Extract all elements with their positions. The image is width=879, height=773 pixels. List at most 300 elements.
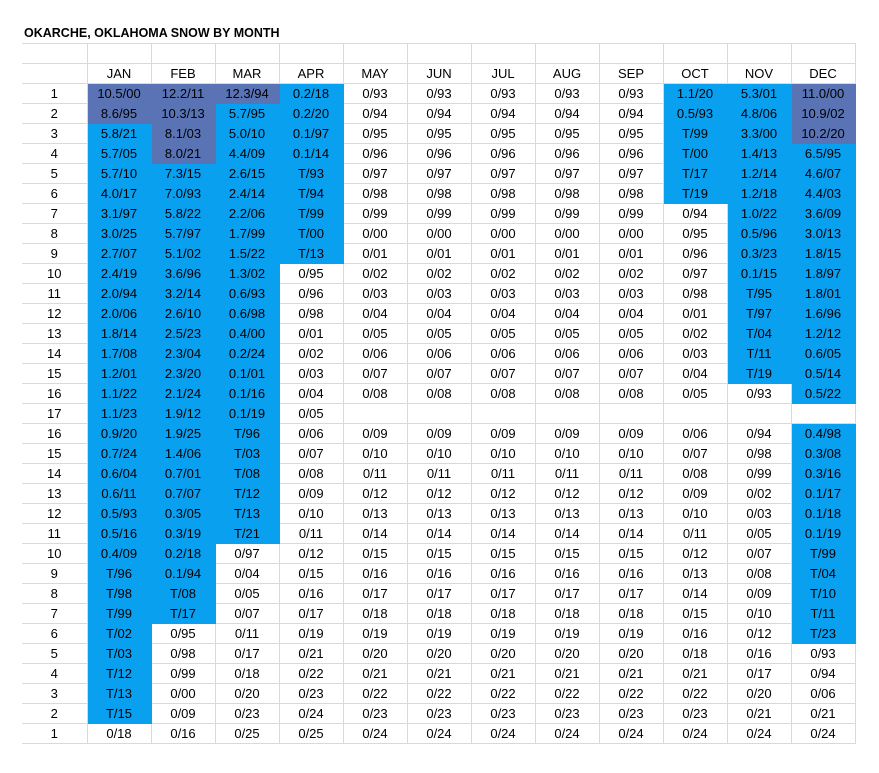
value-cell-jun[interactable]: 0/18 (407, 604, 471, 624)
value-cell-jul[interactable]: 0/16 (471, 564, 535, 584)
value-cell-may[interactable]: 0/04 (343, 304, 407, 324)
value-cell-nov[interactable]: 1.2/14 (727, 164, 791, 184)
value-cell-aug[interactable]: 0/98 (535, 184, 599, 204)
value-cell-apr[interactable]: 0.1/14 (279, 144, 343, 164)
value-cell-jun[interactable]: 0/09 (407, 424, 471, 444)
value-cell-dec[interactable]: 0.1/19 (791, 524, 855, 544)
value-cell-aug[interactable] (535, 404, 599, 424)
value-cell-dec[interactable]: 0.6/05 (791, 344, 855, 364)
rank-cell[interactable]: 12 (22, 504, 87, 524)
value-cell-aug[interactable]: 0/10 (535, 444, 599, 464)
value-cell-nov[interactable]: 0/09 (727, 584, 791, 604)
value-cell-sep[interactable]: 0/20 (599, 644, 663, 664)
value-cell-may[interactable]: 0/17 (343, 584, 407, 604)
value-cell-mar[interactable]: 1.3/02 (215, 264, 279, 284)
value-cell-nov[interactable]: 0/20 (727, 684, 791, 704)
value-cell-may[interactable]: 0/11 (343, 464, 407, 484)
value-cell-mar[interactable]: 0.2/24 (215, 344, 279, 364)
rank-cell[interactable]: 1 (22, 724, 87, 744)
value-cell-feb[interactable]: 2.3/20 (151, 364, 215, 384)
value-cell-apr[interactable]: T/13 (279, 244, 343, 264)
value-cell-jun[interactable]: 0/06 (407, 344, 471, 364)
month-header-jul[interactable]: JUL (471, 64, 535, 84)
value-cell-jun[interactable]: 0/02 (407, 264, 471, 284)
value-cell-aug[interactable]: 0/96 (535, 144, 599, 164)
value-cell-jan[interactable]: 0.7/24 (87, 444, 151, 464)
value-cell-feb[interactable]: 0/95 (151, 624, 215, 644)
value-cell-jan[interactable]: 2.0/94 (87, 284, 151, 304)
cell[interactable] (599, 24, 663, 44)
value-cell-feb[interactable]: 10.3/13 (151, 104, 215, 124)
value-cell-feb[interactable]: 2.3/04 (151, 344, 215, 364)
value-cell-sep[interactable]: 0/14 (599, 524, 663, 544)
value-cell-feb[interactable]: T/17 (151, 604, 215, 624)
value-cell-feb[interactable]: 0/99 (151, 664, 215, 684)
value-cell-nov[interactable]: 0/98 (727, 444, 791, 464)
value-cell-jul[interactable]: 0/09 (471, 424, 535, 444)
value-cell-oct[interactable]: 0/03 (663, 344, 727, 364)
value-cell-may[interactable]: 0/95 (343, 124, 407, 144)
rank-cell[interactable]: 6 (22, 624, 87, 644)
value-cell-oct[interactable]: T/19 (663, 184, 727, 204)
value-cell-dec[interactable]: 1.6/96 (791, 304, 855, 324)
cell[interactable] (343, 44, 407, 64)
value-cell-may[interactable]: 0/13 (343, 504, 407, 524)
cell[interactable] (215, 44, 279, 64)
value-cell-oct[interactable] (663, 404, 727, 424)
value-cell-jan[interactable]: 5.7/05 (87, 144, 151, 164)
value-cell-sep[interactable]: 0/93 (599, 84, 663, 104)
rank-cell[interactable]: 11 (22, 284, 87, 304)
value-cell-jun[interactable]: 0/04 (407, 304, 471, 324)
value-cell-feb[interactable]: 1.4/06 (151, 444, 215, 464)
value-cell-sep[interactable]: 0/11 (599, 464, 663, 484)
value-cell-feb[interactable]: 3.2/14 (151, 284, 215, 304)
value-cell-apr[interactable]: 0.2/20 (279, 104, 343, 124)
value-cell-nov[interactable]: 0/93 (727, 384, 791, 404)
value-cell-aug[interactable]: 0/93 (535, 84, 599, 104)
value-cell-jul[interactable]: 0/00 (471, 224, 535, 244)
value-cell-jun[interactable]: 0/14 (407, 524, 471, 544)
value-cell-nov[interactable]: 1.4/13 (727, 144, 791, 164)
value-cell-apr[interactable]: 0/12 (279, 544, 343, 564)
value-cell-jul[interactable]: 0/17 (471, 584, 535, 604)
value-cell-mar[interactable]: 0/20 (215, 684, 279, 704)
value-cell-may[interactable]: 0/07 (343, 364, 407, 384)
value-cell-jun[interactable]: 0/96 (407, 144, 471, 164)
value-cell-may[interactable]: 0/06 (343, 344, 407, 364)
cell[interactable] (535, 24, 599, 44)
cell[interactable] (407, 24, 471, 44)
cell[interactable] (727, 44, 791, 64)
rank-cell[interactable]: 4 (22, 144, 87, 164)
value-cell-nov[interactable]: 0/94 (727, 424, 791, 444)
value-cell-nov[interactable]: 0/17 (727, 664, 791, 684)
value-cell-jun[interactable]: 0/07 (407, 364, 471, 384)
value-cell-apr[interactable]: 0.1/97 (279, 124, 343, 144)
value-cell-jun[interactable]: 0/15 (407, 544, 471, 564)
value-cell-aug[interactable]: 0/19 (535, 624, 599, 644)
value-cell-sep[interactable]: 0/21 (599, 664, 663, 684)
value-cell-aug[interactable]: 0/05 (535, 324, 599, 344)
value-cell-feb[interactable]: 0/98 (151, 644, 215, 664)
rank-cell[interactable]: 2 (22, 704, 87, 724)
value-cell-feb[interactable]: 5.7/97 (151, 224, 215, 244)
value-cell-feb[interactable]: 0.7/01 (151, 464, 215, 484)
value-cell-aug[interactable]: 0/18 (535, 604, 599, 624)
value-cell-nov[interactable]: T/95 (727, 284, 791, 304)
value-cell-aug[interactable]: 0/21 (535, 664, 599, 684)
value-cell-may[interactable]: 0/18 (343, 604, 407, 624)
value-cell-jul[interactable]: 0/93 (471, 84, 535, 104)
value-cell-may[interactable]: 0/12 (343, 484, 407, 504)
value-cell-jul[interactable] (471, 404, 535, 424)
value-cell-dec[interactable]: 0.5/14 (791, 364, 855, 384)
rank-cell[interactable]: 4 (22, 664, 87, 684)
value-cell-aug[interactable]: 0/99 (535, 204, 599, 224)
value-cell-may[interactable]: 0/93 (343, 84, 407, 104)
value-cell-sep[interactable]: 0/17 (599, 584, 663, 604)
value-cell-dec[interactable]: T/04 (791, 564, 855, 584)
value-cell-oct[interactable]: 0/23 (663, 704, 727, 724)
value-cell-feb[interactable]: 1.9/12 (151, 404, 215, 424)
rank-cell[interactable]: 15 (22, 444, 87, 464)
value-cell-jan[interactable]: T/15 (87, 704, 151, 724)
value-cell-nov[interactable]: 0/99 (727, 464, 791, 484)
value-cell-aug[interactable]: 0/00 (535, 224, 599, 244)
value-cell-nov[interactable]: 0/05 (727, 524, 791, 544)
value-cell-apr[interactable]: T/93 (279, 164, 343, 184)
value-cell-jun[interactable]: 0/99 (407, 204, 471, 224)
value-cell-jul[interactable]: 0/20 (471, 644, 535, 664)
value-cell-jan[interactable]: 0.9/20 (87, 424, 151, 444)
value-cell-jun[interactable]: 0/10 (407, 444, 471, 464)
value-cell-oct[interactable]: 0/05 (663, 384, 727, 404)
value-cell-nov[interactable]: 0/16 (727, 644, 791, 664)
value-cell-aug[interactable]: 0/17 (535, 584, 599, 604)
value-cell-may[interactable]: 0/97 (343, 164, 407, 184)
value-cell-dec[interactable]: 3.0/13 (791, 224, 855, 244)
value-cell-sep[interactable]: 0/10 (599, 444, 663, 464)
value-cell-oct[interactable]: 0/09 (663, 484, 727, 504)
value-cell-dec[interactable]: 0/06 (791, 684, 855, 704)
value-cell-aug[interactable]: 0/14 (535, 524, 599, 544)
value-cell-jun[interactable]: 0/93 (407, 84, 471, 104)
value-cell-feb[interactable]: 0/16 (151, 724, 215, 744)
value-cell-sep[interactable]: 0/99 (599, 204, 663, 224)
value-cell-jan[interactable]: 0.5/93 (87, 504, 151, 524)
value-cell-jan[interactable]: 2.0/06 (87, 304, 151, 324)
value-cell-aug[interactable]: 0/09 (535, 424, 599, 444)
value-cell-mar[interactable]: T/12 (215, 484, 279, 504)
value-cell-dec[interactable]: 1.8/01 (791, 284, 855, 304)
value-cell-apr[interactable]: 0/09 (279, 484, 343, 504)
value-cell-jul[interactable]: 0/12 (471, 484, 535, 504)
month-header-jun[interactable]: JUN (407, 64, 471, 84)
value-cell-apr[interactable]: 0/98 (279, 304, 343, 324)
value-cell-aug[interactable]: 0/97 (535, 164, 599, 184)
value-cell-oct[interactable]: 0/08 (663, 464, 727, 484)
value-cell-jan[interactable]: 0.6/04 (87, 464, 151, 484)
month-header-feb[interactable]: FEB (151, 64, 215, 84)
value-cell-dec[interactable]: T/23 (791, 624, 855, 644)
month-header-nov[interactable]: NOV (727, 64, 791, 84)
value-cell-feb[interactable]: 2.1/24 (151, 384, 215, 404)
value-cell-may[interactable]: 0/98 (343, 184, 407, 204)
value-cell-aug[interactable]: 0/15 (535, 544, 599, 564)
value-cell-jun[interactable]: 0/97 (407, 164, 471, 184)
value-cell-jun[interactable]: 0/12 (407, 484, 471, 504)
value-cell-apr[interactable]: 0/02 (279, 344, 343, 364)
value-cell-jan[interactable]: 2.7/07 (87, 244, 151, 264)
value-cell-dec[interactable]: 0.3/16 (791, 464, 855, 484)
value-cell-aug[interactable]: 0/02 (535, 264, 599, 284)
value-cell-sep[interactable]: 0/23 (599, 704, 663, 724)
value-cell-sep[interactable]: 0/18 (599, 604, 663, 624)
value-cell-jun[interactable]: 0/05 (407, 324, 471, 344)
value-cell-mar[interactable]: 0.1/16 (215, 384, 279, 404)
value-cell-jun[interactable]: 0/16 (407, 564, 471, 584)
cell[interactable] (151, 44, 215, 64)
value-cell-feb[interactable]: 0.2/18 (151, 544, 215, 564)
value-cell-jan[interactable]: 5.7/10 (87, 164, 151, 184)
value-cell-nov[interactable]: 0/12 (727, 624, 791, 644)
value-cell-jan[interactable]: 2.4/19 (87, 264, 151, 284)
value-cell-may[interactable]: 0/05 (343, 324, 407, 344)
value-cell-mar[interactable]: T/03 (215, 444, 279, 464)
value-cell-feb[interactable]: T/08 (151, 584, 215, 604)
value-cell-jun[interactable]: 0/01 (407, 244, 471, 264)
value-cell-may[interactable] (343, 404, 407, 424)
rank-cell[interactable]: 11 (22, 524, 87, 544)
value-cell-jul[interactable]: 0/98 (471, 184, 535, 204)
value-cell-apr[interactable]: 0/04 (279, 384, 343, 404)
rank-cell[interactable]: 15 (22, 364, 87, 384)
value-cell-oct[interactable]: 0/95 (663, 224, 727, 244)
value-cell-jul[interactable]: 0/97 (471, 164, 535, 184)
value-cell-jul[interactable]: 0/04 (471, 304, 535, 324)
value-cell-jul[interactable]: 0/06 (471, 344, 535, 364)
value-cell-may[interactable]: 0/14 (343, 524, 407, 544)
value-cell-feb[interactable]: 8.1/03 (151, 124, 215, 144)
value-cell-jan[interactable]: 4.0/17 (87, 184, 151, 204)
value-cell-sep[interactable]: 0/06 (599, 344, 663, 364)
value-cell-mar[interactable]: 12.3/94 (215, 84, 279, 104)
value-cell-apr[interactable]: 0/96 (279, 284, 343, 304)
rank-cell[interactable]: 17 (22, 404, 87, 424)
value-cell-mar[interactable]: 2.4/14 (215, 184, 279, 204)
value-cell-jul[interactable]: 0/01 (471, 244, 535, 264)
value-cell-nov[interactable]: 5.3/01 (727, 84, 791, 104)
value-cell-aug[interactable]: 0/24 (535, 724, 599, 744)
value-cell-jul[interactable]: 0/18 (471, 604, 535, 624)
value-cell-jul[interactable]: 0/94 (471, 104, 535, 124)
rank-cell[interactable]: 10 (22, 264, 87, 284)
value-cell-aug[interactable]: 0/08 (535, 384, 599, 404)
rank-cell[interactable]: 16 (22, 424, 87, 444)
value-cell-sep[interactable]: 0/03 (599, 284, 663, 304)
value-cell-apr[interactable]: 0/08 (279, 464, 343, 484)
value-cell-jul[interactable]: 0/22 (471, 684, 535, 704)
value-cell-sep[interactable]: 0/98 (599, 184, 663, 204)
value-cell-sep[interactable]: 0/07 (599, 364, 663, 384)
value-cell-jan[interactable]: 0/18 (87, 724, 151, 744)
value-cell-mar[interactable]: T/21 (215, 524, 279, 544)
value-cell-feb[interactable]: 0.3/05 (151, 504, 215, 524)
value-cell-aug[interactable]: 0/11 (535, 464, 599, 484)
value-cell-mar[interactable]: 2.2/06 (215, 204, 279, 224)
value-cell-oct[interactable]: 0/15 (663, 604, 727, 624)
month-header-oct[interactable]: OCT (663, 64, 727, 84)
value-cell-jan[interactable]: 8.6/95 (87, 104, 151, 124)
value-cell-oct[interactable]: 0.5/93 (663, 104, 727, 124)
value-cell-feb[interactable]: 5.8/22 (151, 204, 215, 224)
value-cell-apr[interactable]: 0/23 (279, 684, 343, 704)
value-cell-jul[interactable]: 0/99 (471, 204, 535, 224)
value-cell-feb[interactable]: 5.1/02 (151, 244, 215, 264)
value-cell-oct[interactable]: 0/22 (663, 684, 727, 704)
value-cell-sep[interactable]: 0/24 (599, 724, 663, 744)
value-cell-feb[interactable]: 0.7/07 (151, 484, 215, 504)
value-cell-aug[interactable]: 0/03 (535, 284, 599, 304)
value-cell-jul[interactable]: 0/14 (471, 524, 535, 544)
rank-cell[interactable]: 7 (22, 604, 87, 624)
value-cell-dec[interactable]: T/10 (791, 584, 855, 604)
value-cell-nov[interactable]: 3.3/00 (727, 124, 791, 144)
value-cell-sep[interactable] (599, 404, 663, 424)
value-cell-jan[interactable]: T/03 (87, 644, 151, 664)
value-cell-may[interactable]: 0/00 (343, 224, 407, 244)
value-cell-jul[interactable]: 0/03 (471, 284, 535, 304)
value-cell-nov[interactable] (727, 404, 791, 424)
value-cell-apr[interactable]: 0/03 (279, 364, 343, 384)
value-cell-oct[interactable]: 0/14 (663, 584, 727, 604)
value-cell-jan[interactable]: T/99 (87, 604, 151, 624)
value-cell-nov[interactable]: 0/10 (727, 604, 791, 624)
value-cell-oct[interactable]: 0/97 (663, 264, 727, 284)
value-cell-feb[interactable]: 0.1/94 (151, 564, 215, 584)
value-cell-may[interactable]: 0/99 (343, 204, 407, 224)
value-cell-jun[interactable]: 0/94 (407, 104, 471, 124)
value-cell-may[interactable]: 0/15 (343, 544, 407, 564)
value-cell-jul[interactable]: 0/96 (471, 144, 535, 164)
value-cell-nov[interactable]: T/04 (727, 324, 791, 344)
value-cell-apr[interactable]: 0/06 (279, 424, 343, 444)
value-cell-mar[interactable]: 0/25 (215, 724, 279, 744)
value-cell-jul[interactable]: 0/15 (471, 544, 535, 564)
value-cell-oct[interactable]: 1.1/20 (663, 84, 727, 104)
month-header-aug[interactable]: AUG (535, 64, 599, 84)
value-cell-aug[interactable]: 0/07 (535, 364, 599, 384)
value-cell-mar[interactable]: 0/04 (215, 564, 279, 584)
value-cell-nov[interactable]: 0/08 (727, 564, 791, 584)
cell[interactable] (535, 44, 599, 64)
value-cell-dec[interactable]: 0/94 (791, 664, 855, 684)
value-cell-jun[interactable]: 0/17 (407, 584, 471, 604)
value-cell-mar[interactable]: T/13 (215, 504, 279, 524)
value-cell-feb[interactable]: 0/00 (151, 684, 215, 704)
value-cell-may[interactable]: 0/24 (343, 724, 407, 744)
value-cell-apr[interactable]: 0/05 (279, 404, 343, 424)
value-cell-jul[interactable]: 0/23 (471, 704, 535, 724)
cell[interactable] (791, 44, 855, 64)
value-cell-jun[interactable] (407, 404, 471, 424)
value-cell-feb[interactable]: 3.6/96 (151, 264, 215, 284)
value-cell-dec[interactable]: 10.9/02 (791, 104, 855, 124)
value-cell-apr[interactable]: 0/01 (279, 324, 343, 344)
value-cell-nov[interactable]: T/11 (727, 344, 791, 364)
rank-cell[interactable]: 8 (22, 224, 87, 244)
value-cell-oct[interactable]: 0/24 (663, 724, 727, 744)
value-cell-sep[interactable]: 0/19 (599, 624, 663, 644)
value-cell-sep[interactable]: 0/12 (599, 484, 663, 504)
value-cell-oct[interactable]: 0/10 (663, 504, 727, 524)
value-cell-jan[interactable]: 1.1/22 (87, 384, 151, 404)
month-header-apr[interactable]: APR (279, 64, 343, 84)
value-cell-nov[interactable]: 0/02 (727, 484, 791, 504)
value-cell-aug[interactable]: 0/04 (535, 304, 599, 324)
value-cell-oct[interactable]: T/00 (663, 144, 727, 164)
value-cell-jan[interactable]: 5.8/21 (87, 124, 151, 144)
cell[interactable] (599, 44, 663, 64)
cell[interactable] (343, 24, 407, 44)
value-cell-apr[interactable]: 0/22 (279, 664, 343, 684)
rank-cell[interactable]: 10 (22, 544, 87, 564)
value-cell-apr[interactable]: 0/15 (279, 564, 343, 584)
value-cell-jan[interactable]: T/12 (87, 664, 151, 684)
value-cell-mar[interactable]: 2.6/15 (215, 164, 279, 184)
cell[interactable] (22, 64, 87, 84)
value-cell-sep[interactable]: 0/16 (599, 564, 663, 584)
value-cell-jun[interactable]: 0/95 (407, 124, 471, 144)
value-cell-mar[interactable]: 0.6/98 (215, 304, 279, 324)
value-cell-apr[interactable]: 0/21 (279, 644, 343, 664)
value-cell-apr[interactable]: T/94 (279, 184, 343, 204)
cell[interactable] (791, 24, 855, 44)
value-cell-jul[interactable]: 0/05 (471, 324, 535, 344)
value-cell-mar[interactable]: T/96 (215, 424, 279, 444)
value-cell-mar[interactable]: 0/97 (215, 544, 279, 564)
value-cell-dec[interactable]: 11.0/00 (791, 84, 855, 104)
value-cell-oct[interactable]: 0/16 (663, 624, 727, 644)
value-cell-mar[interactable]: 0.4/00 (215, 324, 279, 344)
value-cell-may[interactable]: 0/01 (343, 244, 407, 264)
value-cell-mar[interactable]: 0/18 (215, 664, 279, 684)
value-cell-sep[interactable]: 0/22 (599, 684, 663, 704)
value-cell-feb[interactable]: 1.9/25 (151, 424, 215, 444)
value-cell-mar[interactable]: 4.4/09 (215, 144, 279, 164)
value-cell-jul[interactable]: 0/08 (471, 384, 535, 404)
value-cell-dec[interactable]: 1.2/12 (791, 324, 855, 344)
value-cell-feb[interactable]: 0.3/19 (151, 524, 215, 544)
value-cell-jun[interactable]: 0/98 (407, 184, 471, 204)
value-cell-jun[interactable]: 0/08 (407, 384, 471, 404)
value-cell-jul[interactable]: 0/13 (471, 504, 535, 524)
value-cell-aug[interactable]: 0/95 (535, 124, 599, 144)
value-cell-oct[interactable]: 0/13 (663, 564, 727, 584)
value-cell-jan[interactable]: 10.5/00 (87, 84, 151, 104)
cell[interactable] (87, 44, 151, 64)
cell[interactable] (22, 44, 87, 64)
rank-cell[interactable]: 9 (22, 564, 87, 584)
value-cell-aug[interactable]: 0/01 (535, 244, 599, 264)
value-cell-apr[interactable]: T/99 (279, 204, 343, 224)
month-header-jan[interactable]: JAN (87, 64, 151, 84)
value-cell-may[interactable]: 0/96 (343, 144, 407, 164)
value-cell-jan[interactable]: 0.4/09 (87, 544, 151, 564)
value-cell-aug[interactable]: 0/20 (535, 644, 599, 664)
value-cell-may[interactable]: 0/10 (343, 444, 407, 464)
